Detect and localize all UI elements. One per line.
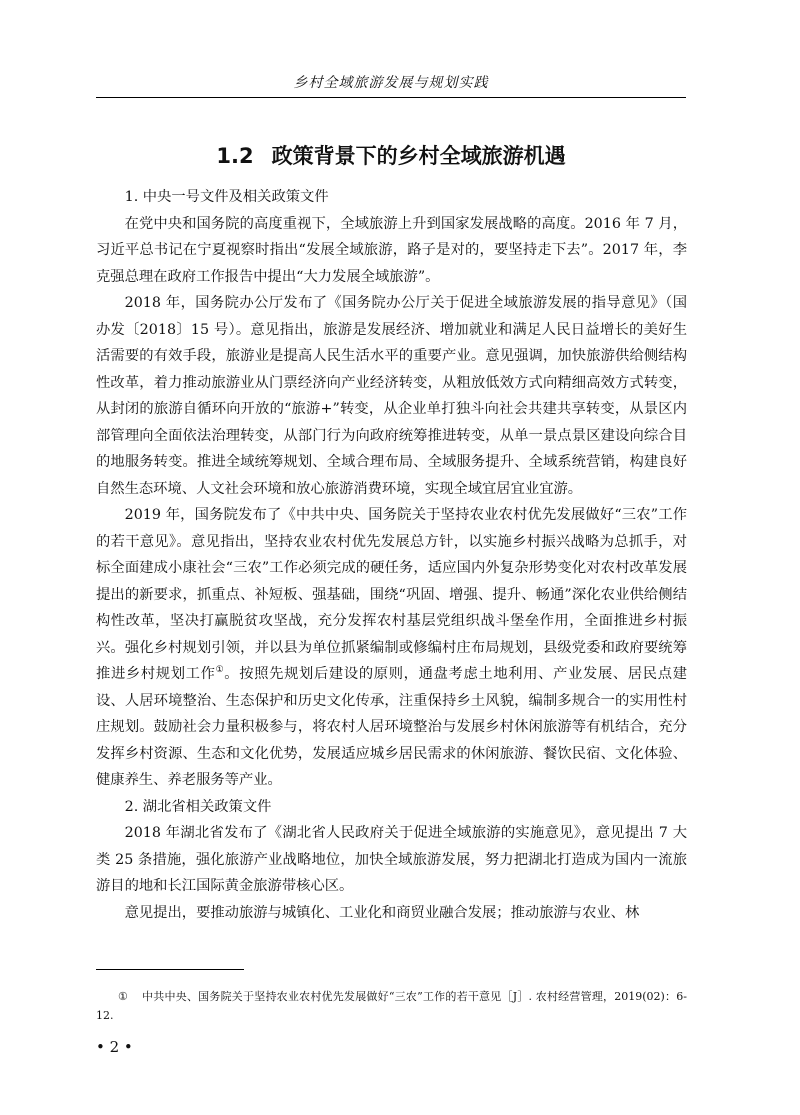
subheading-1: 1. 中央一号文件及相关政策文件 [124, 189, 329, 205]
paragraph-1: 在党中央和国务院的高度重视下，全域旅游上升到国家发展战略的高度。2016 年 7 月，习近平总书记在宁夏视察时指出“发展全域旅游，路子是对的，要坚持走下去”。2017 年，李克强总理在政府工作报告中提出“大力发展全域旅游”。 [96, 215, 687, 285]
body-text [96, 184, 687, 926]
paragraph-2: 2018 年，国务院办公厅发布了《国务院办公厅关于促进全域旅游发展的指导意见》（国办发〔2018〕15 号）。意见指出，旅游是发展经济、增加就业和满足人民日益增长的美好生活需要的有效手段，旅游业是提高人民生活水平的重要产业。意见强调，加快旅游供给侧结构性改革，着力推动旅游业从门票经济向产业经济转变，从粗放低效方式向精细高效方式转变，从封闭的旅游自循环向开放的“旅游+”转变，从企业单打独斗向社会共建共享转变，从景区内部管理向全面依法治理转变，从部门行为向政府统筹推进转变，从单一景点景区建设向综合目的地服务转变。推进全域统筹规划、全域合理布局、全域服务提升、全域系统营销，构建良好自然生态环境、人文社会环境和放心旅游消费环境，实现全域宜居宜业宜游。 [96, 295, 687, 497]
section-title [96, 140, 686, 170]
footnote-rule [96, 969, 244, 970]
section-title-text: 政策背景下的乡村全域旅游机遇 [271, 144, 566, 168]
paragraph-4: 2018 年湖北省发布了《湖北省人民政府关于促进全域旅游的实施意见》，意见提出 7 大类 25 条措施，强化旅游产业战略地位，加快全域旅游发展，努力把湖北打造成为国内一流旅游目的地和长江国际黄金旅游带核心区。 [96, 825, 687, 894]
footnote-reference[interactable]: ① [215, 665, 225, 676]
subheading-2: 2. 湖北省相关政策文件 [124, 798, 272, 815]
page-number: • 2 • [96, 1038, 133, 1056]
footnote-marker: ① [118, 990, 129, 1003]
paragraph-3-part-b: 。按照先规划后建设的原则，通盘考虑土地利用、产业发展、居民点建设、人居环境整治、生态保护和历史文化传承，注重保持乡土风貌，编制多规合一的实用性村庄规划。鼓励社会力量积极参与，将农村人居环境整治与发展乡村休闲旅游等有机结合，充分发挥乡村资源、生态和文化优势，发展适应城乡居民需求的休闲旅游、餐饮民宿、文化体验、健康养生、养老服务等产业。 [96, 666, 687, 788]
paragraph-3 [96, 502, 687, 794]
footnote-text: 中共中央、国务院关于坚持农业农村优先发展做好“三农”工作的若干意见［J］. 农村经营管理，2019(02)：6-12. [96, 990, 687, 1022]
footnote [96, 987, 687, 1025]
paragraph-5: 意见提出，要推动旅游与城镇化、工业化和商贸业融合发展；推动旅游与农业、林 [124, 904, 640, 921]
paragraph-3-part-a: 2019 年，国务院发布了《中共中央、国务院关于坚持农业农村优先发展做好“三农”工作的若干意见》。意见指出，坚持农业农村优先发展总方针，以实施乡村振兴战略为总抓手，对标全面建成小康社会“三农”工作必须完成的硬任务，适应国内外复杂形势变化对农村改革发展提出的新要求，抓重点、补短板、强基础，围绕“巩固、增强、提升、畅通”深化农业供给侧结构性改革，坚决打赢脱贫攻坚战，充分发挥农村基层党组织战斗堡垒作用，全面推进乡村振兴。强化乡村规划引领，并以县为单位抓紧编制或修编村庄布局规划，县级党委和政府要统筹推进乡村规划工作 [96, 507, 687, 682]
section-number: 1.2 [216, 144, 254, 168]
running-header: 乡村全域旅游发展与规划实践 [293, 75, 489, 91]
header-rule [96, 97, 686, 98]
